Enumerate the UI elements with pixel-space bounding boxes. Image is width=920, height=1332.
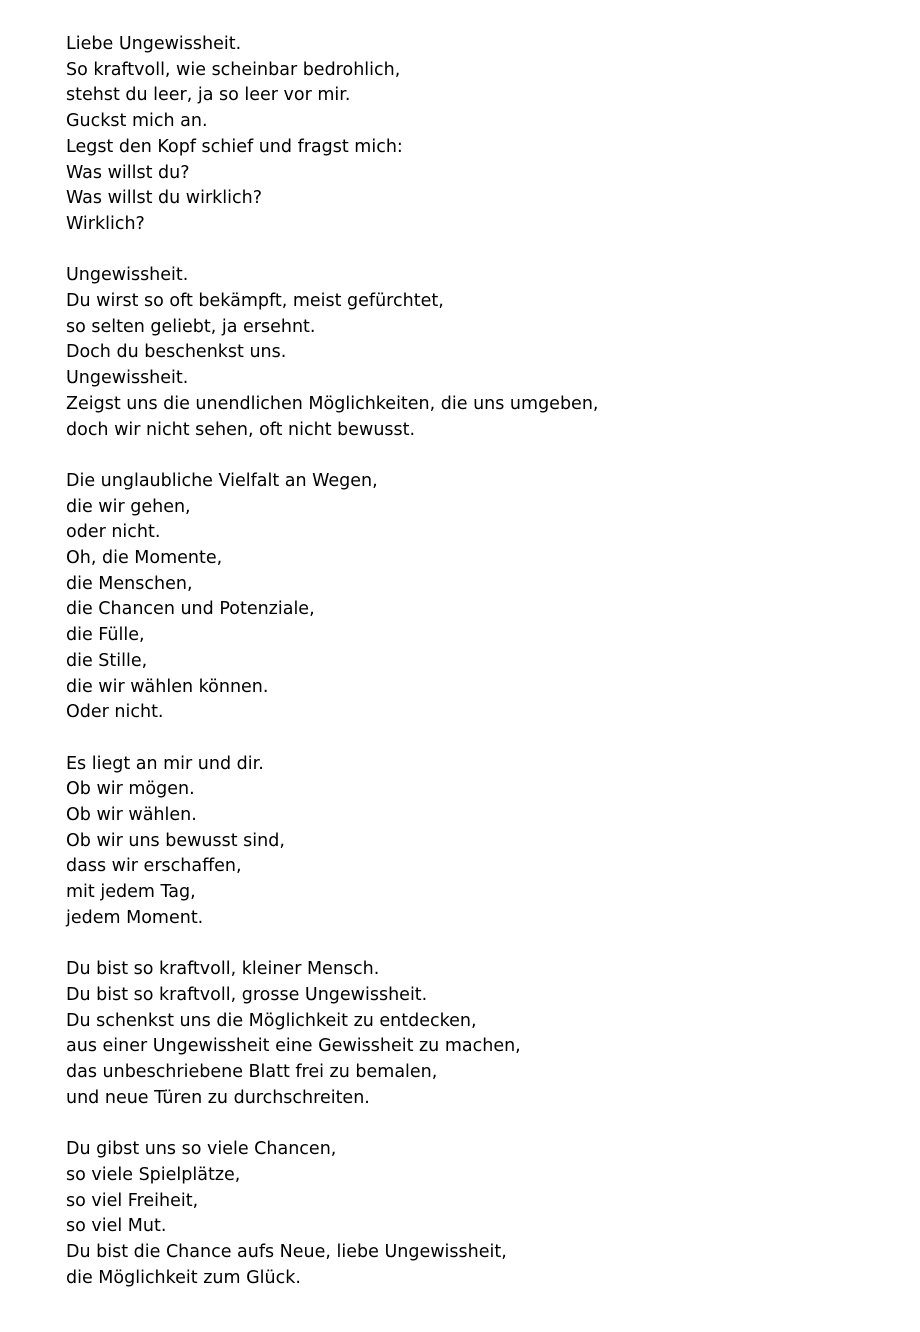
poem-line: die Stille,: [66, 650, 148, 671]
poem-line: Ob wir wählen.: [66, 805, 197, 826]
poem-line: so selten geliebt, ja ersehnt.: [66, 316, 316, 337]
poem-line: Du schenkst uns die Möglichkeit zu entdecken,: [66, 1010, 477, 1031]
poem-line: Liebe Ungewissheit.: [66, 34, 242, 54]
poem-line: Zeigst uns die unendlichen Möglichkeiten, die uns umgeben,: [66, 393, 599, 414]
poem-line: Du bist so kraftvoll, grosse Ungewissheit.: [66, 984, 428, 1005]
poem-line: die Fülle,: [66, 625, 145, 646]
poem-line: jedem Moment.: [66, 907, 204, 928]
poem-line: das unbeschriebene Blatt frei zu bemalen,: [66, 1062, 438, 1083]
stanza-3: [66, 469, 866, 726]
poem-line: Ungewissheit.: [66, 368, 189, 389]
poem-line: Legst den Kopf schief und fragst mich:: [66, 136, 403, 157]
poem-line: Oder nicht.: [66, 702, 164, 723]
poem-line: die wir gehen,: [66, 496, 191, 517]
poem-line: Du bist die Chance aufs Neue, liebe Ungewissheit,: [66, 1241, 507, 1262]
poem-line: Wirklich?: [66, 213, 145, 234]
poem-line: Du bist so kraftvoll, kleiner Mensch.: [66, 959, 380, 980]
stanza-2: [66, 263, 866, 443]
poem-line: stehst du leer, ja so leer vor mir.: [66, 85, 351, 106]
stanza-6: [66, 1137, 866, 1291]
poem-line: die Möglichkeit zum Glück.: [66, 1267, 301, 1288]
poem-line: So kraftvoll, wie scheinbar bedrohlich,: [66, 59, 401, 80]
poem-line: die Menschen,: [66, 573, 193, 594]
poem-line: die Chancen und Potenziale,: [66, 599, 315, 620]
poem-line: Es liegt an mir und dir.: [66, 753, 264, 774]
poem-line: Was willst du?: [66, 162, 190, 183]
poem-line: aus einer Ungewissheit eine Gewissheit zu machen,: [66, 1036, 521, 1057]
stanza-1: [66, 32, 866, 238]
poem-line: mit jedem Tag,: [66, 882, 196, 903]
poem-line: Guckst mich an.: [66, 111, 208, 132]
poem-line: dass wir erschaffen,: [66, 856, 242, 877]
poem-line: Ungewissheit.: [66, 265, 189, 286]
poem-line: so viele Spielplätze,: [66, 1164, 241, 1185]
poem-line: so viel Freiheit,: [66, 1190, 199, 1211]
poem-line: Du gibst uns so viele Chancen,: [66, 1139, 337, 1160]
poem-line: Oh, die Momente,: [66, 548, 223, 569]
poem-line: Die unglaubliche Vielfalt an Wegen,: [66, 470, 378, 491]
poem-line: Ob wir uns bewusst sind,: [66, 830, 285, 851]
poem-line: doch wir nicht sehen, oft nicht bewusst.: [66, 419, 416, 440]
poem-line: Du wirst so oft bekämpft, meist gefürchtet,: [66, 291, 444, 312]
poem-text: [66, 32, 866, 1317]
poem-line: die wir wählen können.: [66, 676, 269, 697]
stanza-4: [66, 752, 866, 932]
poem-line: Doch du beschenkst uns.: [66, 342, 287, 363]
poem-line: Was willst du wirklich?: [66, 188, 263, 209]
poem-line: Ob wir mögen.: [66, 779, 195, 800]
poem-line: so viel Mut.: [66, 1216, 167, 1237]
stanza-5: [66, 957, 866, 1111]
poem-line: oder nicht.: [66, 522, 161, 543]
poem-line: und neue Türen zu durchschreiten.: [66, 1087, 370, 1108]
